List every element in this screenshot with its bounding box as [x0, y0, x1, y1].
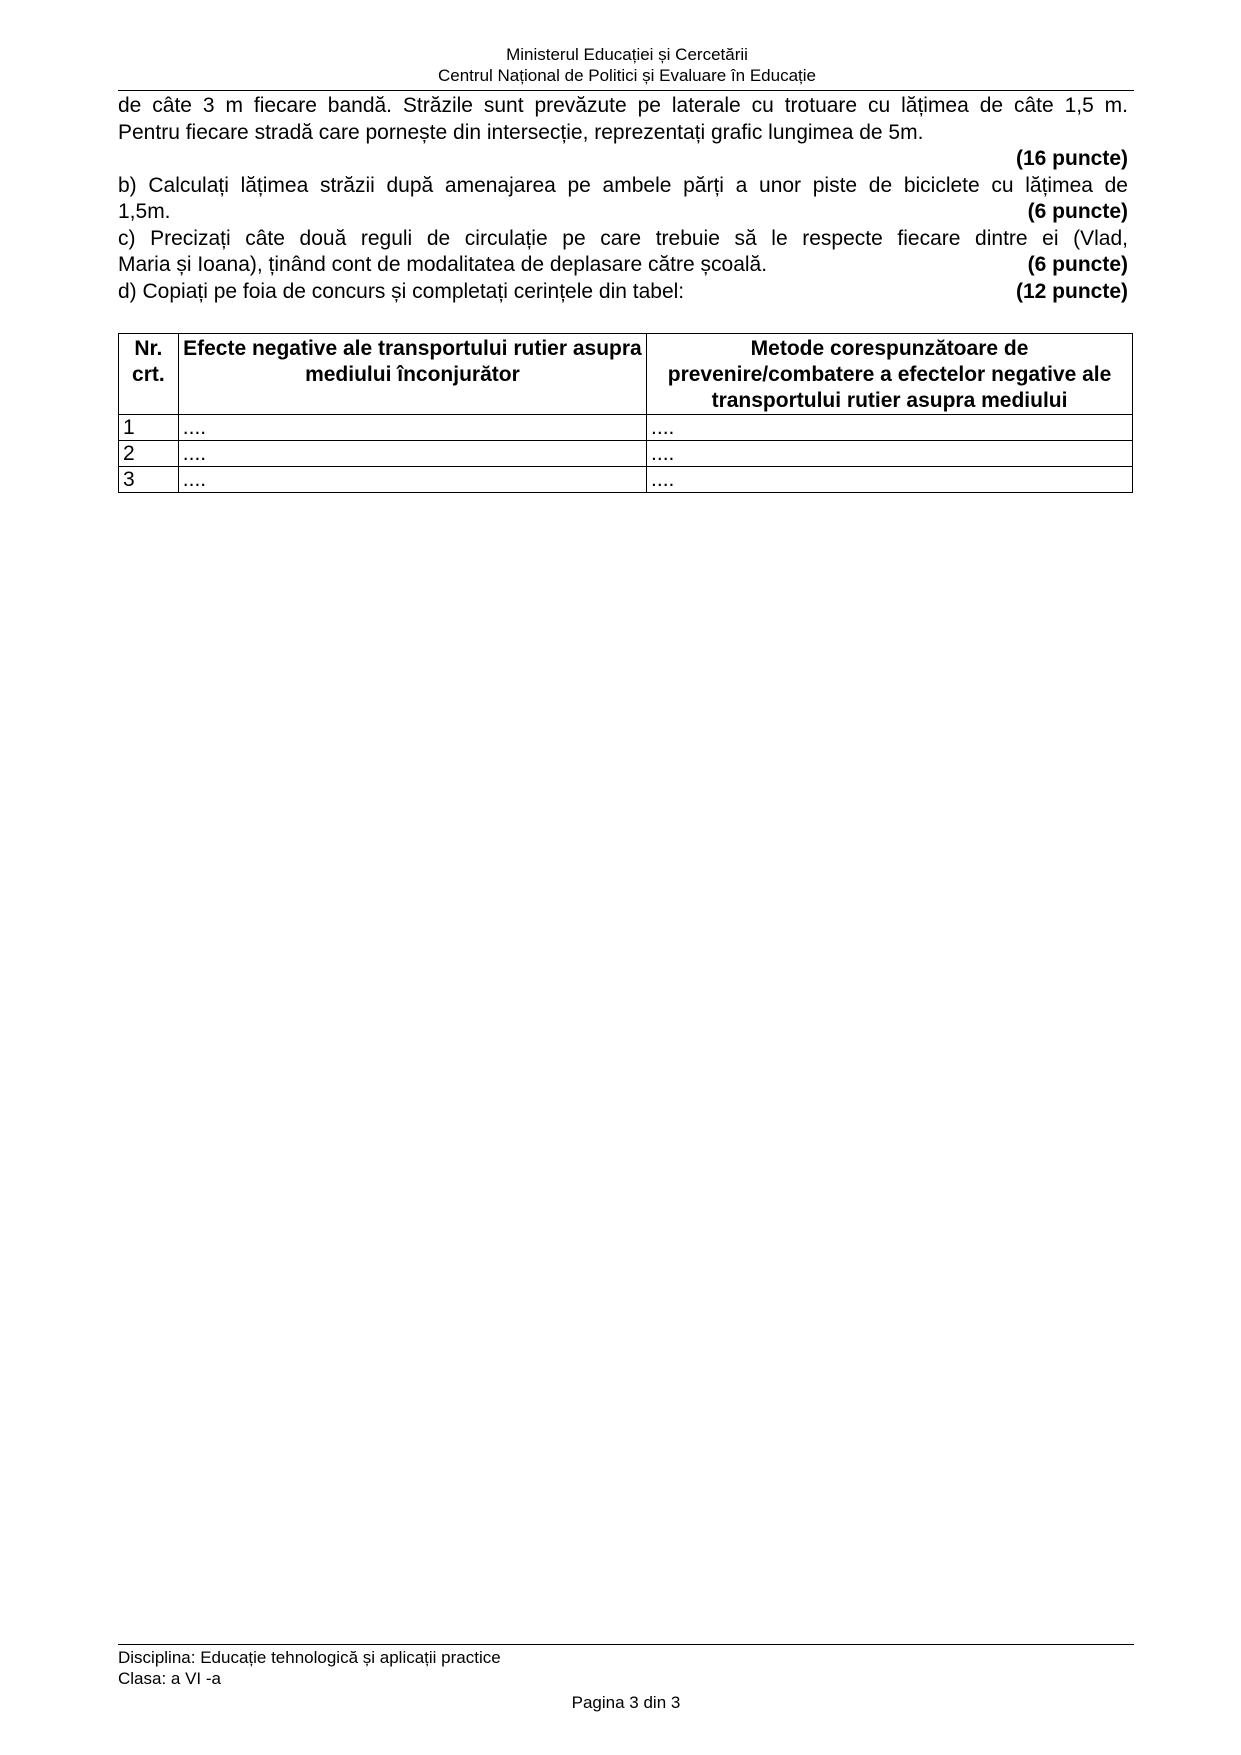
header-prevention-methods: Metode corespunzătoare de prevenire/combatere a efectelor negative ale transportului rutier asupra mediului [647, 334, 1133, 415]
effect-cell: .... [178, 441, 646, 467]
table-row [119, 467, 1133, 493]
row-number: 2 [119, 441, 179, 467]
points-b: (6 puncte) [1027, 200, 1128, 223]
effect-cell: .... [178, 415, 646, 441]
points-c: (6 puncte) [1027, 253, 1128, 276]
task-d-text: d) Copiați pe foia de concurs și completați cerințele din tabel: [118, 279, 685, 303]
task-line-2: Pentru fiecare stradă care pornește din intersecție, reprezentați grafic lungimea de 5m. [118, 120, 924, 144]
page-header [118, 44, 1136, 86]
requirements-table [118, 333, 1133, 493]
footer-discipline: Disciplina: Educație tehnologică și aplicații practice [118, 1648, 501, 1667]
task-line-1: de câte 3 m fiecare bandă. Străzile sunt prevăzute pe laterale cu trotuare cu lățimea de câte 1,5 m. [118, 94, 1128, 117]
row-number: 3 [119, 467, 179, 493]
footer-class: Clasa: a VI -a [118, 1669, 221, 1688]
table-row [119, 441, 1133, 467]
task-b-text: 1,5m. [118, 200, 171, 223]
task-d-line [118, 279, 1128, 306]
task-c-line-2 [118, 252, 1128, 279]
header-ministry: Ministerul Educației și Cercetării [506, 45, 748, 64]
method-cell: .... [647, 441, 1133, 467]
row-number: 1 [119, 415, 179, 441]
task-b-line-2 [118, 199, 1128, 226]
header-negative-effects: Efecte negative ale transportului rutier asupra mediului înconjurător [178, 334, 646, 415]
header-center: Centrul Național de Politici și Evaluare în Educație [438, 66, 816, 85]
table-row [119, 415, 1133, 441]
effect-cell: .... [178, 467, 646, 493]
table-header-row [119, 334, 1133, 415]
task-text [118, 93, 1128, 305]
task-c-line-1: c) Precizați câte două reguli de circulație pe care trebuie să le respecte fiecare dintre ei (Vlad, [118, 226, 1128, 250]
task-b-line-1: b) Calculați lățimea străzii după amenajarea pe ambele părți a unor piste de biciclete cu lățimea de [118, 173, 1128, 197]
points-a: (16 puncte) [1015, 147, 1128, 170]
task-c-text: Maria și Ioana), ținând cont de modalitatea de deplasare către școală. [118, 253, 768, 276]
header-divider [118, 90, 1134, 91]
method-cell: .... [647, 415, 1133, 441]
page-footer [118, 1647, 1134, 1689]
method-cell: .... [647, 467, 1133, 493]
points-d: (12 puncte) [1015, 279, 1128, 303]
header-nr-crt: Nr. crt. [119, 334, 179, 415]
page-number: Pagina 3 din 3 [571, 1693, 681, 1712]
footer-divider [118, 1644, 1134, 1645]
